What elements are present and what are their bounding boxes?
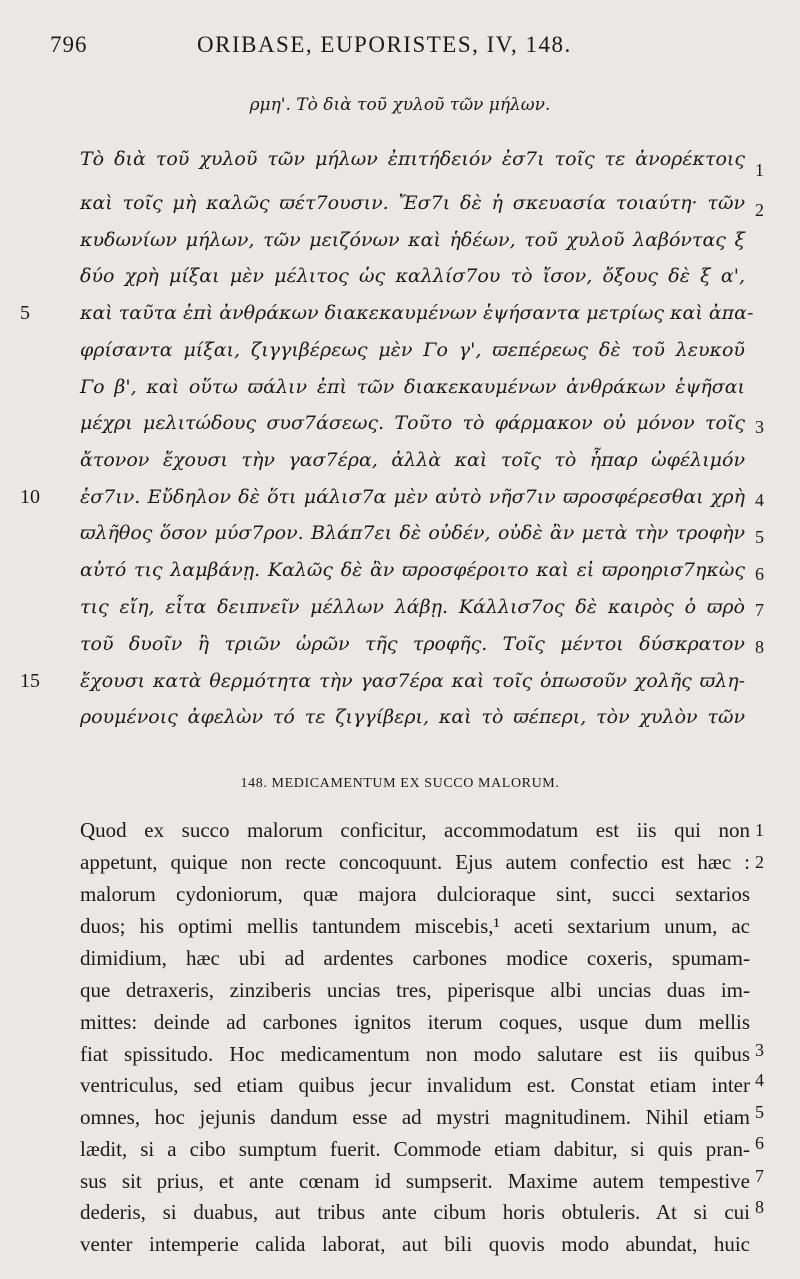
latin-line: appetunt, quique non recte concoquunt. Ejus autem confectio est hæc : [80,850,750,874]
line-number: 5 [20,302,30,324]
latin-line: lædit, si a cibo sumptum fuerit. Commode etiam dabitur, si quis pran- [80,1137,750,1161]
latin-chapter-title: 148. MEDICAMENTUM EX SUCCO MALORUM. [240,776,560,791]
section-number: 5 [755,1102,764,1122]
section-number: 1 [755,820,764,840]
section-number: 6 [755,1133,764,1153]
section-number: 3 [755,417,764,437]
line-number: 15 [20,670,40,692]
section-number: 1 [755,160,764,180]
section-number: 6 [755,564,764,584]
greek-line: τοῦ δυοῖν ἢ τριῶν ὡρῶν τῆς τροφῆς. Τοῖς μέντοι δύσκρατον [80,633,745,655]
greek-line: Γο β', καὶ οὕτω ϖάλιν ἐπὶ τῶν διακεκαυμένων ἀνθράκων ἑψῆσαι [80,376,745,398]
section-number: 5 [755,527,764,547]
latin-line: que detraxeris, zinziberis uncias tres, piperisque albi uncias duas im- [80,978,750,1002]
latin-line: omnes, hoc jejunis dandum esse ad mystri magnitudinem. Nihil etiam [80,1105,750,1129]
latin-line: dederis, si duabus, aut tribus ante cibum horis obtuleris. At si cui [80,1200,750,1224]
section-number: 4 [755,1070,764,1090]
greek-line: δύο χρὴ μίξαι μὲν μέλιτος ὡς καλλίσ7ου τὸ ἴσον, ὄξους δὲ ξ α', [80,265,745,287]
line-number: 10 [20,486,40,508]
section-number: 3 [755,1040,764,1060]
section-number: 8 [755,637,764,657]
latin-line: ventriculus, sed etiam quibus jecur invalidum est. Constat etiam inter [80,1073,750,1097]
greek-line: καὶ τοῖς μὴ καλῶς ϖέτ7ουσιν. Ἔσ7ι δὲ ἡ σκευασία τοιαύτη· τῶν [80,192,745,214]
latin-line: fiat spissitudo. Hoc medicamentum non modo salutare est iis quibus [80,1042,750,1066]
latin-line: mittes: deinde ad carbones ignitos iterum coques, usque dum mellis [80,1010,750,1034]
latin-line: venter intemperie calida laborat, aut bili quovis modo abundat, huic [80,1232,750,1256]
section-number: 7 [755,1166,764,1186]
latin-line: malorum cydoniorum, quæ majora dulcioraque sint, succi sextarios [80,882,750,906]
greek-line: Τὸ διὰ τοῦ χυλοῦ τῶν μήλων ἐπιτήδειόν ἐσ7ι τοῖς τε ἀνορέκτοις [80,148,745,170]
page-number: 796 [50,32,88,57]
section-number: 4 [755,490,764,510]
greek-line: αὐτό τις λαμβάνῃ. Καλῶς δὲ ἂν ϖροσφέροιτο καὶ εἰ ϖροηρισ7ηκὼς [80,559,745,581]
greek-line: τις εἴη, εἶτα δειπνεῖν μέλλων λάβῃ. Κάλλισ7ος δὲ καιρὸς ὁ ϖρὸ [80,596,745,618]
page-header [40,28,620,64]
section-number: 2 [755,200,764,220]
latin-line: Quod ex succo malorum conficitur, accommodatum est iis qui non [80,818,750,842]
running-head: ORIBASE, EUPORISTES, IV, 148. [197,32,572,57]
greek-line: μέχρι μελιτώδους συσ7άσεως. Τοῦτο τὸ φάρμακον οὐ μόνον τοῖς [80,412,745,434]
section-number: 7 [755,600,764,620]
latin-line: dimidium, hæc ubi ad ardentes carbones modice coxeris, spumam- [80,946,750,970]
greek-line: ἄτονον ἔχουσι τὴν γασ7έρα, ἀλλὰ καὶ τοῖς τὸ ἧπαρ ὠφέλιμόν [80,449,745,471]
greek-line: ἐσ7ιν. Εὔδηλον δὲ ὅτι μάλισ7α μὲν αὐτὸ νῆσ7ιν ϖροσφέρεσθαι χρὴ [80,486,745,508]
greek-line: καὶ ταῦτα ἐπὶ ἀνθράκων διακεκαυμένων ἑψήσαντα μετρίως καὶ ἀπα- [80,302,754,324]
greek-chapter-title: ρμη'. Τὸ διὰ τοῦ χυλοῦ τῶν μήλων. [249,95,551,115]
latin-line: sus sit prius, et ante cœnam id sumpserit. Maxime autem tempestive [80,1169,750,1193]
greek-line: φρίσαντα μίξαι, ζιγγιβέρεως μὲν Γο γ', ϖεπέρεως δὲ τοῦ λευκοῦ [80,339,745,361]
greek-line: ρουμένοις ἀφελὼν τό τε ζιγγίβερι, καὶ τὸ ϖέπερι, τὸν χυλὸν τῶν [80,706,745,728]
greek-line: κυδωνίων μήλων, τῶν μειζόνων καὶ ἡδέων, τοῦ χυλοῦ λαβόντας ξ [80,229,745,251]
latin-line: duos; his optimi mellis tantundem miscebis,¹ aceti sextarium unum, ac [80,914,750,938]
section-number: 8 [755,1197,764,1217]
greek-line: ἔχουσι κατὰ θερμότητα τὴν γασ7έρα καὶ τοῖς ὁπωσοῦν χολῆς ϖλη- [80,670,745,692]
greek-line: ϖλῆθος ὅσον μύσ7ρον. Βλάπ7ει δὲ οὐδέν, οὐδὲ ἂν μετὰ τὴν τροφὴν [80,522,745,544]
section-number: 2 [755,852,764,872]
